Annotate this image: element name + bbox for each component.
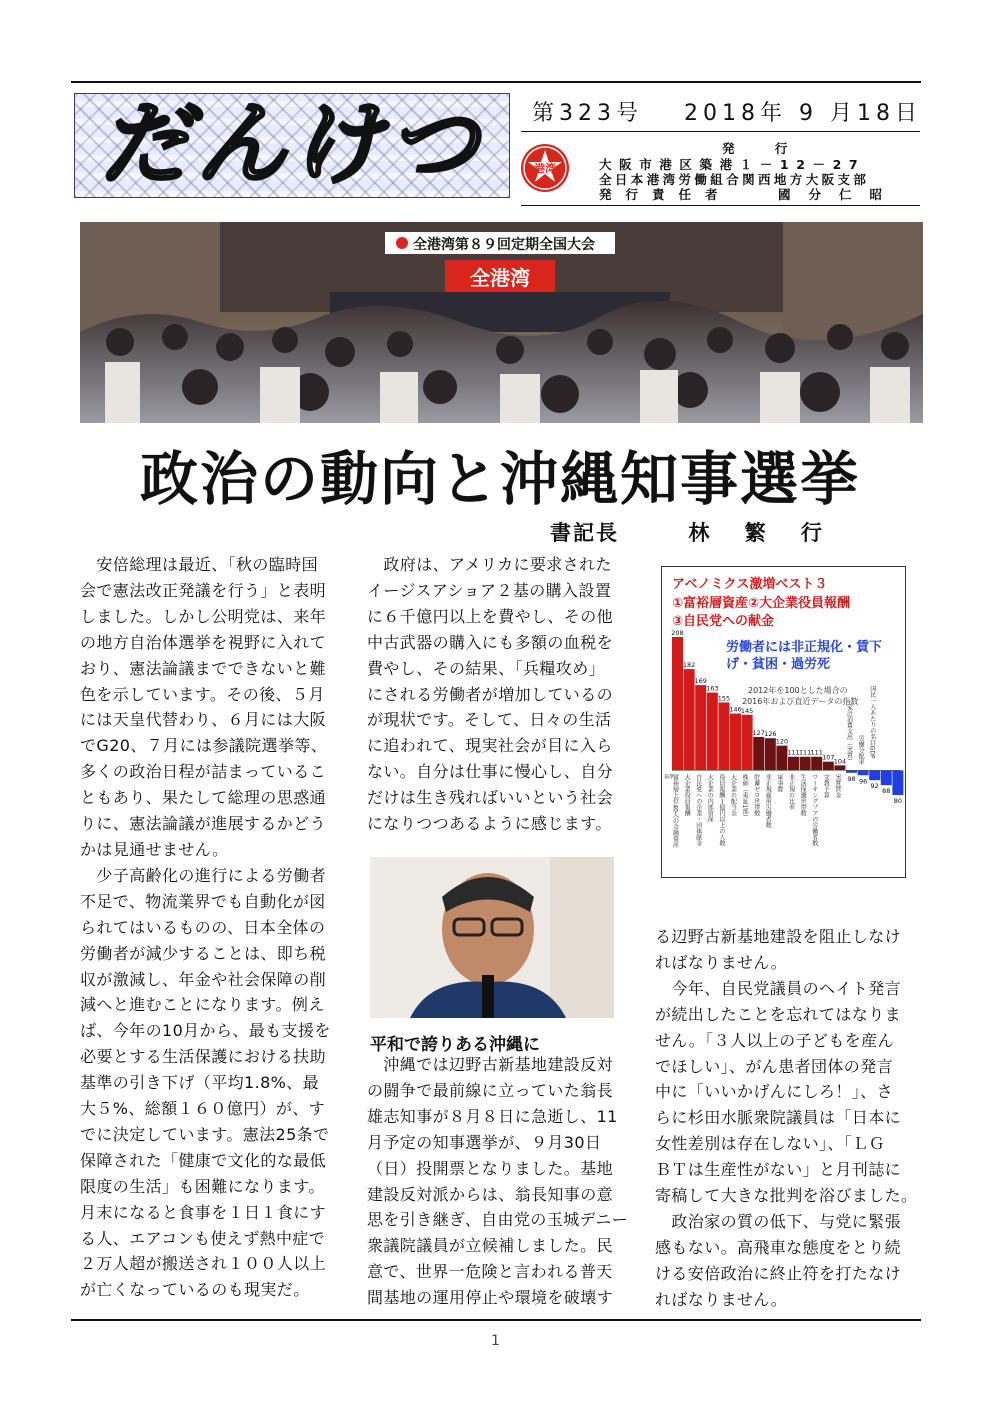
chart-bar — [858, 770, 869, 775]
article-line: りに、憲法論議が進展するかどう — [80, 814, 327, 834]
article-line: 必要とする生活保護における扶助 — [80, 1047, 327, 1067]
chart-bar — [707, 693, 718, 771]
abenomics-chart — [661, 566, 906, 878]
article-line: ば、今年の10月から、最も支援を — [80, 1021, 331, 1041]
article-line: イージスアショア２基の購入設置 — [367, 580, 612, 600]
article-line: 限度の生活」も困難になります。 — [80, 1176, 325, 1196]
article-line: ともあり、果たして総理の思惑通 — [80, 788, 327, 808]
issue-date: 2018年 9 月18日 — [684, 101, 922, 126]
headline: 政治の動向と沖縄知事選挙 — [139, 445, 860, 513]
article-column-1 — [80, 552, 331, 1303]
chart-value-label: 120 — [775, 737, 789, 746]
chart-value-label: 145 — [740, 706, 754, 715]
article-line: 感もない。高飛車な態度をとり続 — [655, 1237, 902, 1257]
article-line: せん。「３人以上の子どもを産ん — [655, 1030, 894, 1050]
article-line: 政治家の質の低下、与党に緊張 — [655, 1211, 902, 1231]
article-column-3 — [655, 924, 917, 1313]
chart-value-label: 111 — [787, 748, 800, 757]
article-line: 今年、自民党議員のヘイト発言 — [655, 978, 902, 998]
article-line: 雄志知事が８月８日に急逝し、11 — [367, 1106, 618, 1126]
chart-bar — [881, 770, 892, 785]
chart-value-label: 80 — [893, 797, 903, 805]
chart-category-label: 軍事費 — [775, 774, 783, 793]
seal-text: 港湾 — [534, 162, 556, 175]
article-line: 女性差別は存在しない」、「ＬＧ — [655, 1134, 886, 1154]
article-line: だけは生き残ればいいという社会 — [367, 788, 614, 808]
chart-value-label: 163 — [706, 684, 719, 693]
chart-category-label: ワーキングプアの労働者数 — [810, 774, 818, 847]
chart-bar — [776, 746, 787, 771]
chart-category-label: 大企業の配当金 — [729, 774, 737, 817]
article-line: 色を示しています。その後、５月 — [80, 684, 325, 704]
publisher-editor-label: 発行責任者 — [599, 187, 732, 202]
issue-number: 第323号 — [532, 101, 643, 126]
chart-category-label: 大企業役員報酬 — [683, 774, 691, 817]
chart-value-label: 92 — [870, 782, 879, 791]
article-line: 思を引き継ぎ、自由党の玉城デニー — [367, 1210, 629, 1230]
article-line: が現状です。そして、日々の生活 — [367, 710, 612, 730]
article-line: が続出したことを忘れてはなりま — [655, 1004, 902, 1024]
article-line: 安倍総理は最近、「秋の臨時国 — [80, 555, 319, 574]
byline — [550, 517, 836, 547]
article-line: 中に「いいかげんにしろ！」、さ — [655, 1082, 894, 1102]
chart-bar — [800, 757, 811, 771]
article-line: おり、憲法論議までできないと難 — [80, 658, 327, 678]
top-rule — [71, 81, 921, 83]
article-line: の地方自治体選挙を視野に入れて — [80, 632, 327, 652]
article-line: が亡くなっているのも現実だ。 — [80, 1280, 310, 1300]
chart-bar — [892, 770, 903, 795]
chart-category-label: 役員報酬１億円以上の人数 — [717, 774, 725, 847]
chart-bar — [730, 714, 741, 771]
article-line: かは見通せません。 — [80, 839, 229, 859]
masthead-logo-box — [74, 93, 510, 198]
article-line: る辺野古新基地建設を阻止しなけ — [655, 927, 902, 946]
chart-value-label: 126 — [764, 730, 777, 739]
article-line: ない。自分は仕事に慢心し、自分 — [367, 762, 614, 782]
chart-category-label: 文教予算 — [822, 774, 830, 799]
article-line: ＢＴは生産性がない」と月刊誌に — [655, 1160, 902, 1180]
masthead-divider — [521, 131, 920, 132]
chart-plot — [662, 567, 905, 877]
chart-bar — [718, 702, 729, 770]
chart-value-label: 169 — [694, 677, 707, 686]
article-line: ればなりません。 — [655, 1289, 788, 1309]
article-line: 不足で、物流業界でも自動化が図 — [80, 891, 326, 911]
chart-value-label: 107 — [822, 753, 835, 762]
chart-category-label: 富裕層上位40人の金融資産 — [671, 774, 679, 848]
subhead: 平和で誇りある沖縄に — [370, 1035, 540, 1055]
chart-bar — [695, 685, 706, 770]
convention-banner-text: 全港湾第８９回定期全国大会 — [413, 237, 595, 253]
page-number: 1 — [491, 1333, 500, 1349]
article-line: 収が激減し、年金や社会保障の削 — [80, 969, 327, 989]
chart-category-label: 国民一人あたりの名目GDP — [868, 685, 876, 759]
chart-value-label: 98 — [847, 774, 856, 783]
chart-category-label: 実質賃金 — [833, 774, 841, 799]
article-line: ける安倍政治に終止符を打たなけ — [655, 1263, 902, 1283]
article-line: 労働者が減少することは、即ち税 — [80, 943, 327, 963]
chart-category-label: 自民党への企業・団体献金 — [694, 774, 702, 847]
portrait-photo — [370, 857, 614, 1018]
byline-name: 林 繁 行 — [688, 521, 836, 545]
chart-bar — [846, 770, 857, 772]
article-line: の闘争で最前線に立っていた翁長 — [367, 1080, 614, 1100]
article-line: 費やし、その結果、「兵糧攻め」 — [367, 658, 606, 678]
publisher-organization: 全日本港湾労働組合関西地方大阪支部 — [599, 172, 870, 187]
article-line: らに杉田水脈衆院議員は「日本に — [655, 1108, 902, 1128]
chart-value-label: 146 — [729, 705, 742, 714]
chart-category-label: 非正規雇用労働者数 — [764, 774, 772, 829]
article-line: ればなりません。 — [655, 952, 788, 972]
article-line: （日）投開票となりました。基地 — [367, 1158, 614, 1178]
chart-category-label: 労働分配率 — [857, 735, 865, 766]
bottom-rule — [71, 1319, 921, 1321]
chart-caption-text: 労働者には非正規化・賃下げ・貧困・過労死 — [726, 640, 883, 672]
chart-category-label: 生活保護世帯数 — [799, 774, 807, 817]
chart-subtitle-1: ①富裕層資産②大企業役員報酬 — [672, 596, 851, 611]
chart-baseline-label: 基準 — [664, 774, 675, 781]
article-column-2-top — [367, 552, 613, 837]
publisher-heading: 発 行 — [722, 141, 806, 156]
newsletter-logo: だんけつ — [100, 93, 484, 197]
article-line: 大５%、総額１６０億円）が、す — [80, 1099, 326, 1119]
chart-bar — [753, 737, 764, 770]
chart-bar — [742, 715, 753, 771]
article-line: 多くの政治日程が詰まっているこ — [80, 762, 327, 782]
chart-note-1: 2012年を100とした場合の — [748, 686, 848, 695]
article-line: 建設反対派からは、翁長知事の意 — [367, 1184, 614, 1204]
article-line: になりつつあるように感じます。 — [367, 814, 612, 834]
publisher-address: 大阪市港区築港１－12－27 — [599, 157, 866, 172]
article-line: 月末になると食事を１日１食にす — [80, 1202, 327, 1222]
article-line: に６千億円以上を費やし、その他 — [367, 606, 614, 626]
chart-value-label: 96 — [858, 777, 868, 786]
chart-category-label: 株価（東証1部） — [741, 774, 749, 821]
chart-value-label: 155 — [717, 694, 731, 703]
convention-photo — [80, 222, 923, 423]
chart-bar — [834, 765, 845, 770]
article-line: でG20、７月には参議院選挙等、 — [80, 736, 328, 756]
article-line: 月予定の知事選挙が、９月30日 — [367, 1132, 602, 1152]
article-line: 少子高齢化の進行による労働者 — [80, 865, 327, 885]
chart-category-label: 家計消費支出（実質） — [845, 704, 853, 765]
article-line: 意で、世界一危険と言われる普天 — [367, 1262, 613, 1282]
article-line: 衆議院議員が立候補しました。民 — [367, 1236, 614, 1256]
article-line: 政府は、アメリカに要求された — [367, 555, 612, 574]
chart-value-label: 111 — [798, 748, 812, 757]
article-line: 中古武器の購入にも多額の血税を — [367, 632, 614, 652]
article-column-2-bottom — [367, 1052, 628, 1311]
chart-value-label: 111 — [810, 748, 823, 757]
article-line: 沖縄では辺野古新基地建設反対 — [367, 1055, 614, 1074]
chart-bar — [765, 738, 776, 770]
article-line: ２万人超が搬送され１００人以上 — [80, 1254, 327, 1274]
article-line: る人、エアコンも使えず熱中症で — [80, 1228, 326, 1248]
publisher-editor-name: 國分仁昭 — [778, 187, 901, 202]
convention-sign-text: 全港湾 — [470, 266, 530, 290]
article-line: られてはいるものの、日本全体の — [80, 917, 326, 937]
chart-bar — [811, 757, 822, 771]
article-line: でほしい」、がん患者団体の発言 — [655, 1056, 894, 1076]
article-line: 基準の引き下げ（平均1.8%、最 — [80, 1073, 320, 1093]
article-line: に追われて、現実社会が目に入ら — [367, 736, 613, 756]
chart-category-label: 非正規の比率 — [787, 774, 795, 811]
article-line: 寄稿して大きな批判を浴びました。 — [655, 1186, 918, 1206]
chart-value-label: 208 — [671, 629, 684, 637]
chart-value-label: 182 — [682, 661, 696, 670]
article-line: でに決定しています。憲法25条で — [80, 1124, 330, 1144]
article-line: にされる労働者が増加しているの — [367, 684, 614, 704]
chart-title: アベノミクス激増ベスト３ — [672, 577, 828, 592]
chart-bar — [684, 669, 695, 770]
article-line: には天皇代替わり、６月には大阪 — [80, 710, 327, 730]
union-seal-icon — [521, 144, 569, 192]
masthead-divider-bottom — [521, 205, 920, 206]
chart-subtitle-2: ③自民党への献金 — [672, 614, 775, 629]
article-line: 保障された「健康で文化的な最低 — [80, 1150, 327, 1170]
chart-value-label: 127 — [752, 728, 765, 737]
chart-category-label: 貯蓄ゼロ世帯数 — [752, 774, 760, 817]
chart-note-2: 2016年および直近データの指数 — [742, 697, 859, 706]
byline-title: 書記長 — [550, 521, 619, 545]
article-line: 減へと進むことになります。例え — [80, 995, 325, 1015]
chart-bar — [672, 637, 683, 770]
article-line: しました。しかし公明党は、来年 — [80, 606, 327, 626]
chart-bar — [823, 762, 834, 771]
chart-bar — [788, 757, 799, 771]
article-line: 会で憲法改正発議を行う」と表明 — [80, 580, 327, 600]
article-line: 間基地の運用停止や環境を破壊す — [367, 1288, 614, 1308]
chart-category-label: 大企業の内部留保 — [706, 774, 714, 823]
chart-bar — [869, 770, 880, 780]
chart-value-label: 104 — [833, 757, 847, 766]
chart-value-label: 88 — [882, 787, 891, 796]
